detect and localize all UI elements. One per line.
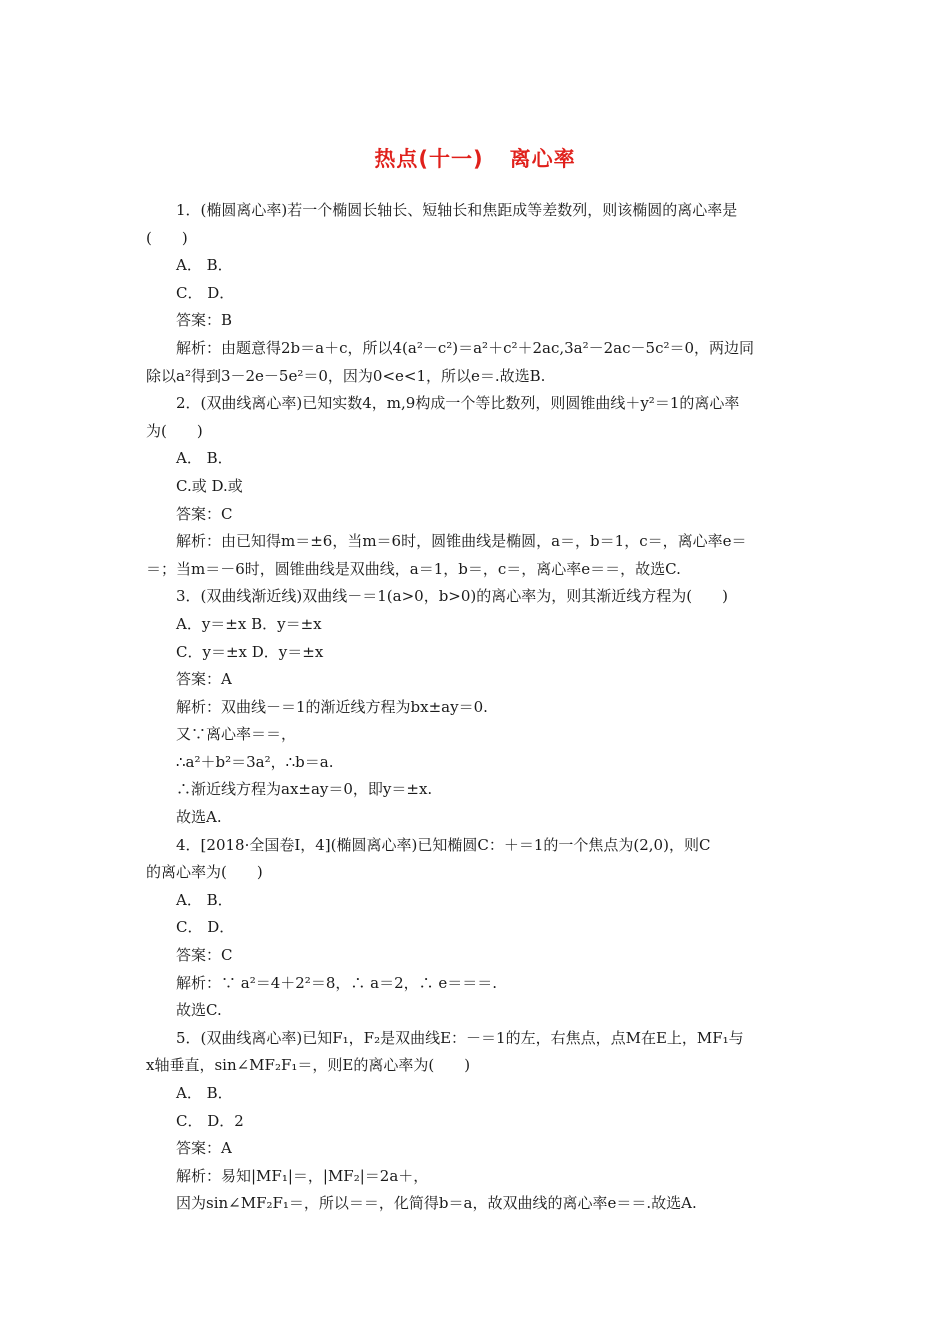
text-line: 2．(双曲线离心率)已知实数4，m,9构成一个等比数列，则圆锥曲线＋y²＝1的离心率: [176, 394, 740, 413]
text-line: 答案：C: [176, 946, 233, 965]
text-line: 答案：C: [176, 504, 233, 523]
page-title: [0, 143, 950, 173]
text-line: x轴垂直，sin∠MF₂F₁＝，则E的离心率为( ): [146, 1056, 471, 1075]
text-line: C.或 D.或: [176, 476, 243, 495]
text-line: ∴a²＋b²＝3a²，∴b＝a.: [176, 752, 334, 771]
text-line: 3．(双曲线渐近线)双曲线－＝1(a>0，b>0)的离心率为，则其渐近线方程为( ): [176, 587, 728, 606]
text-line: A． B．: [176, 256, 233, 275]
text-line: 解析：易知|MF₁|＝，|MF₂|＝2a＋，: [176, 1166, 429, 1185]
text-line: 除以a²得到3－2e－5e²＝0，因为0<e<1，所以e＝.故选B.: [146, 366, 546, 385]
text-line: C． D．: [176, 918, 235, 937]
text-line: 又∵离心率＝＝，: [176, 725, 297, 744]
text-line: 故选C.: [176, 1001, 222, 1020]
text-line: 答案：B: [176, 311, 233, 330]
text-line: 4．[2018·全国卷Ⅰ，4](椭圆离心率)已知椭圆C：＋＝1的一个焦点为(2,0)，则C: [176, 835, 711, 854]
text-line: C． D．2: [176, 1111, 244, 1130]
title-sub: 离心率: [509, 147, 576, 171]
text-line: 因为sin∠MF₂F₁＝，所以＝＝，化简得b＝a，故双曲线的离心率e＝＝.故选A.: [176, 1194, 697, 1213]
document-body: [146, 197, 810, 1218]
text-line: A． B．: [176, 1084, 233, 1102]
text-line: 解析：由题意得2b＝a＋c，所以4(a²－c²)＝a²＋c²＋2ac,3a²－2ac－5c²＝0，两边同: [176, 338, 755, 357]
text-line: 1．(椭圆离心率)若一个椭圆长轴长、短轴长和焦距成等差数列，则该椭圆的离心率是: [176, 201, 738, 219]
text-line: 解析：∵ a²＝4＋2²＝8，∴ a＝2，∴ e＝＝＝.: [176, 973, 498, 992]
text-line: C． D．: [176, 283, 235, 302]
text-line: 的离心率为( ): [146, 863, 263, 882]
text-line: ＝；当m＝－6时，圆锥曲线是双曲线，a＝1，b＝，c＝，离心率e＝＝，故选C.: [146, 559, 681, 578]
text-line: ( ): [146, 228, 188, 247]
text-line: 故选A.: [176, 808, 222, 827]
text-line: A． B．: [176, 890, 233, 909]
text-line: 解析：由已知得m＝±6，当m＝6时，圆锥曲线是椭圆，a＝，b＝1，c＝，离心率e＝: [176, 532, 747, 551]
text-line: 为( ): [146, 421, 203, 440]
title-main: 热点(十一): [374, 147, 484, 171]
text-line: ∴渐近线方程为ax±ay＝0，即y＝±x.: [176, 780, 433, 799]
text-line: A． B．: [176, 449, 233, 468]
text-line: 5．(双曲线离心率)已知F₁，F₂是双曲线E：－＝1的左，右焦点，点M在E上，MF₁与: [176, 1028, 744, 1047]
text-line: 答案：A: [176, 1139, 232, 1158]
text-line: 解析：双曲线－＝1的渐近线方程为bx±ay＝0.: [176, 697, 488, 716]
text-line: 答案：A: [176, 670, 232, 689]
text-line: A．y＝±x B．y＝±x: [176, 614, 322, 633]
text-line: C．y＝±x D．y＝±x: [176, 642, 324, 661]
